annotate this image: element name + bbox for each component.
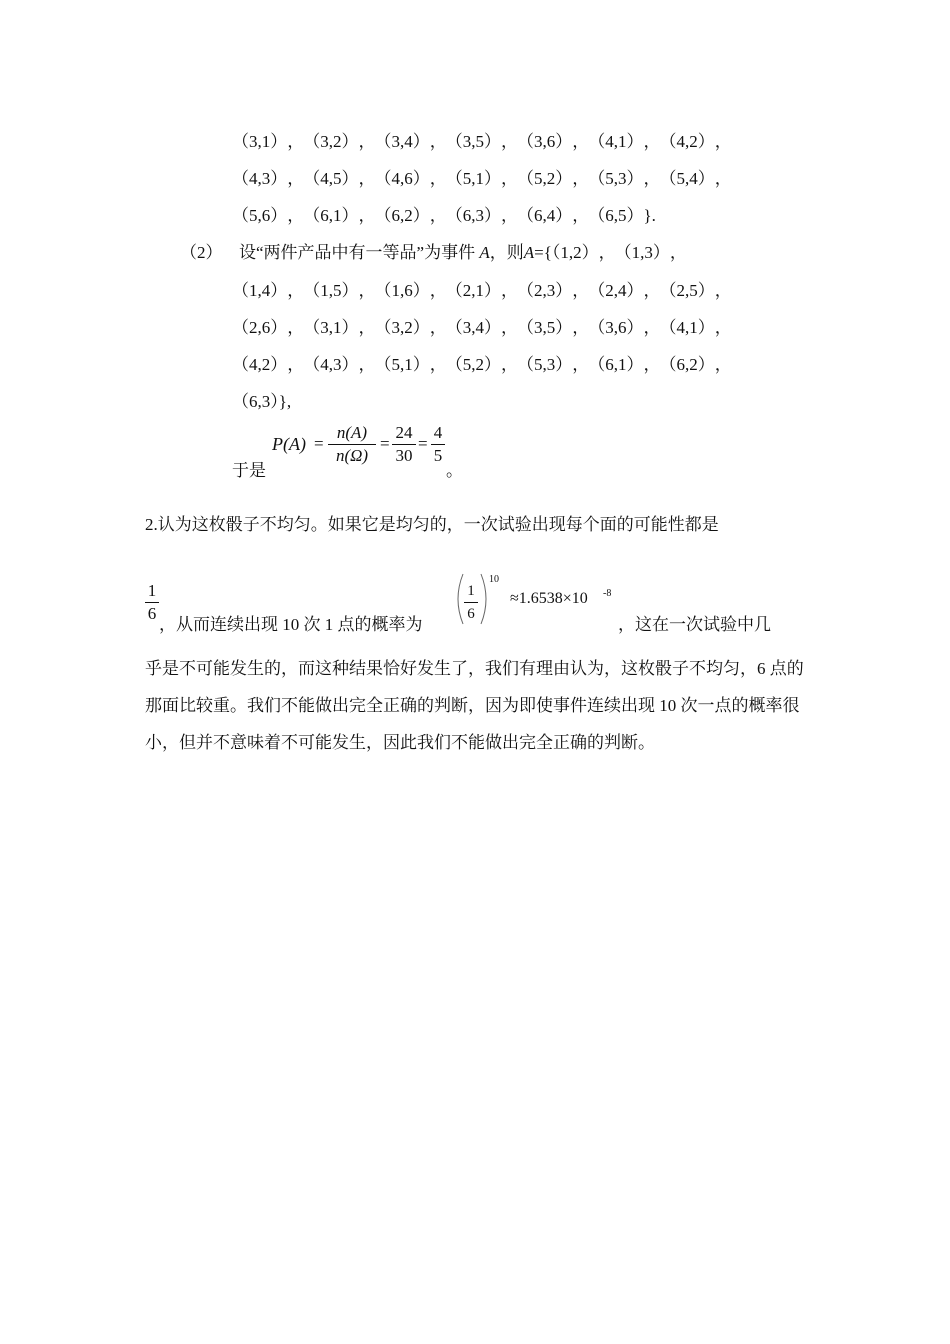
fraction-numerator: 4 bbox=[433, 423, 443, 442]
pair: （6,2） bbox=[374, 206, 430, 225]
pair: （5,2） bbox=[445, 355, 501, 374]
pair: （5,3） bbox=[588, 169, 644, 188]
answer2-line1: 2.认为这枚骰子不均匀。如果它是均匀的，一次试验出现每个面的可能性都是 bbox=[145, 515, 719, 534]
pair: （5,6） bbox=[232, 206, 288, 225]
pair: （4,3） bbox=[232, 169, 288, 188]
fraction-denominator: 30 bbox=[395, 446, 413, 465]
pair: （3,1） bbox=[303, 318, 359, 337]
formula-eq-2: = bbox=[380, 434, 390, 453]
separator: ， bbox=[643, 281, 661, 300]
separator: ， bbox=[358, 206, 376, 225]
pair: （2,4） bbox=[588, 281, 644, 300]
pair: （5,1） bbox=[445, 169, 501, 188]
pair: （5,4） bbox=[659, 169, 715, 188]
fraction-numerator: 24 bbox=[395, 423, 413, 442]
answer2-math-line bbox=[145, 574, 805, 638]
pair: （4,2） bbox=[232, 355, 288, 374]
pair: （4,5） bbox=[303, 169, 359, 188]
pair: （3,1） bbox=[232, 132, 288, 151]
part2-first-pair-2: （1,3） bbox=[614, 243, 670, 262]
pair: （3,4） bbox=[445, 318, 501, 337]
separator: ， bbox=[572, 169, 590, 188]
fraction-numerator: 1 bbox=[467, 583, 475, 599]
fraction-denominator: 6 bbox=[467, 606, 475, 622]
separator: ， bbox=[501, 169, 518, 188]
fraction-denominator: n(Ω) bbox=[335, 446, 369, 465]
part2-label: （2） bbox=[180, 243, 223, 262]
formula-period: 。 bbox=[446, 461, 463, 480]
part2-intro bbox=[180, 238, 686, 263]
separator: ， bbox=[287, 206, 305, 225]
separator: ， bbox=[572, 355, 590, 374]
pair: （6,2） bbox=[659, 355, 715, 374]
separator: ， bbox=[714, 132, 732, 151]
separator: ， bbox=[501, 206, 518, 225]
separator: ， bbox=[429, 132, 447, 151]
event-last-pair: （6,3） bbox=[232, 392, 279, 411]
event-variable: A bbox=[479, 243, 490, 262]
formula-lhs: P(A) bbox=[272, 434, 306, 454]
set-end: }. bbox=[643, 206, 656, 225]
separator: ， bbox=[501, 132, 518, 151]
separator: ， bbox=[287, 132, 305, 151]
pair: （3,4） bbox=[374, 132, 430, 151]
fraction-numerator: n(A) bbox=[336, 423, 368, 442]
pair: （2,1） bbox=[445, 281, 501, 300]
pair: （4,1） bbox=[659, 318, 715, 337]
formula-eq-1: = bbox=[314, 434, 324, 453]
pair: （5,2） bbox=[517, 169, 573, 188]
pair: （2,5） bbox=[659, 281, 715, 300]
separator: ， bbox=[572, 132, 590, 151]
pair: （5,1） bbox=[374, 355, 430, 374]
pair: （6,1） bbox=[303, 206, 359, 225]
separator: ， bbox=[669, 243, 687, 262]
separator: ， bbox=[714, 318, 732, 337]
pair: （4,1） bbox=[588, 132, 644, 151]
pair: （6,4） bbox=[517, 206, 573, 225]
separator: ， bbox=[287, 318, 305, 337]
separator: ， bbox=[643, 318, 661, 337]
separator: ， bbox=[714, 355, 732, 374]
pair: （1,6） bbox=[374, 281, 430, 300]
separator: ， bbox=[501, 355, 518, 374]
conclusion-label: 于是 bbox=[232, 461, 266, 480]
separator: ， bbox=[287, 281, 305, 300]
set-end: }, bbox=[278, 392, 292, 411]
separator: ， bbox=[643, 169, 661, 188]
separator: ， bbox=[429, 355, 447, 374]
separator: ， bbox=[501, 318, 518, 337]
fraction-24-30 bbox=[392, 422, 416, 467]
separator: ， bbox=[643, 132, 661, 151]
fraction-denominator: 6 bbox=[147, 604, 157, 623]
pair: （3,5） bbox=[517, 318, 573, 337]
pair: （3,5） bbox=[445, 132, 501, 151]
separator: ， bbox=[287, 169, 305, 188]
approx-value: ≈1.6538×10 bbox=[510, 590, 588, 607]
pair: （1,4） bbox=[232, 281, 288, 300]
separator: ， bbox=[714, 281, 732, 300]
separator: ， bbox=[358, 169, 376, 188]
omega-row-1 bbox=[232, 127, 731, 152]
separator: ， bbox=[429, 281, 447, 300]
pair: （1,5） bbox=[303, 281, 359, 300]
separator: ， bbox=[643, 355, 661, 374]
separator: ， bbox=[429, 206, 447, 225]
fraction-numerator: 1 bbox=[147, 581, 157, 600]
answer2-text-a: ，从而连续出现 10 次 1 点的概率为 bbox=[159, 615, 423, 634]
pair: （4,3） bbox=[303, 355, 359, 374]
separator: ， bbox=[598, 243, 616, 262]
pair: （4,2） bbox=[659, 132, 715, 151]
power-exponent: 10 bbox=[489, 574, 499, 585]
part2-intro-mid: ，则 bbox=[489, 243, 524, 262]
separator: ， bbox=[572, 318, 590, 337]
separator: ， bbox=[429, 318, 447, 337]
fraction-nA-nOmega bbox=[328, 422, 376, 467]
separator: ， bbox=[358, 318, 376, 337]
separator: ， bbox=[358, 281, 376, 300]
pair: （2,6） bbox=[232, 318, 288, 337]
pair: （3,6） bbox=[588, 318, 644, 337]
answer2-text-b: ，这在一次试验中几 bbox=[618, 615, 771, 634]
pair: （4,6） bbox=[374, 169, 430, 188]
event-variable-2: A bbox=[523, 243, 535, 262]
separator: ， bbox=[358, 355, 376, 374]
separator: ， bbox=[429, 169, 447, 188]
pair: （3,6） bbox=[517, 132, 573, 151]
formula-eq-3: = bbox=[418, 434, 428, 453]
pair: （6,3） bbox=[445, 206, 501, 225]
event-row-4 bbox=[232, 387, 291, 412]
separator: ， bbox=[572, 206, 590, 225]
separator: ， bbox=[287, 355, 305, 374]
fraction-one-sixth bbox=[145, 580, 159, 625]
pair: （6,1） bbox=[588, 355, 644, 374]
approx-exponent: -8 bbox=[603, 588, 612, 599]
separator: ， bbox=[714, 169, 732, 188]
event-row-2 bbox=[232, 313, 731, 338]
event-row-1 bbox=[232, 276, 731, 301]
event-row-3 bbox=[232, 350, 731, 375]
pair: （5,3） bbox=[517, 355, 573, 374]
part2-intro-eq: ={ bbox=[534, 243, 552, 262]
omega-row-2 bbox=[232, 164, 731, 189]
fraction-4-5 bbox=[431, 422, 445, 467]
pair: （2,3） bbox=[517, 281, 573, 300]
fraction-denominator: 5 bbox=[433, 446, 443, 465]
pair: （3,2） bbox=[374, 318, 430, 337]
pair: （3,2） bbox=[303, 132, 359, 151]
separator: ， bbox=[501, 281, 518, 300]
omega-row-3 bbox=[232, 201, 656, 226]
part2-intro-prefix: 设“两件产品中有一等品”为事件 bbox=[239, 243, 476, 262]
separator: ， bbox=[358, 132, 376, 151]
separator: ， bbox=[572, 281, 590, 300]
part2-first-pair-1: （1,2） bbox=[551, 243, 599, 262]
probability-formula bbox=[270, 422, 460, 472]
answer2-paragraph: 乎是不可能发生的，而这种结果恰好发生了，我们有理由认为，这枚骰子不均匀，6 点的那面比较重。我们不能做出完全正确的判断，因为即使事件连续出现 10 次一点的概率很小，但并不意味着不可能发生，因此我们不能做出完全正确的判断。 bbox=[145, 659, 804, 752]
pair: （6,5） bbox=[588, 206, 644, 225]
